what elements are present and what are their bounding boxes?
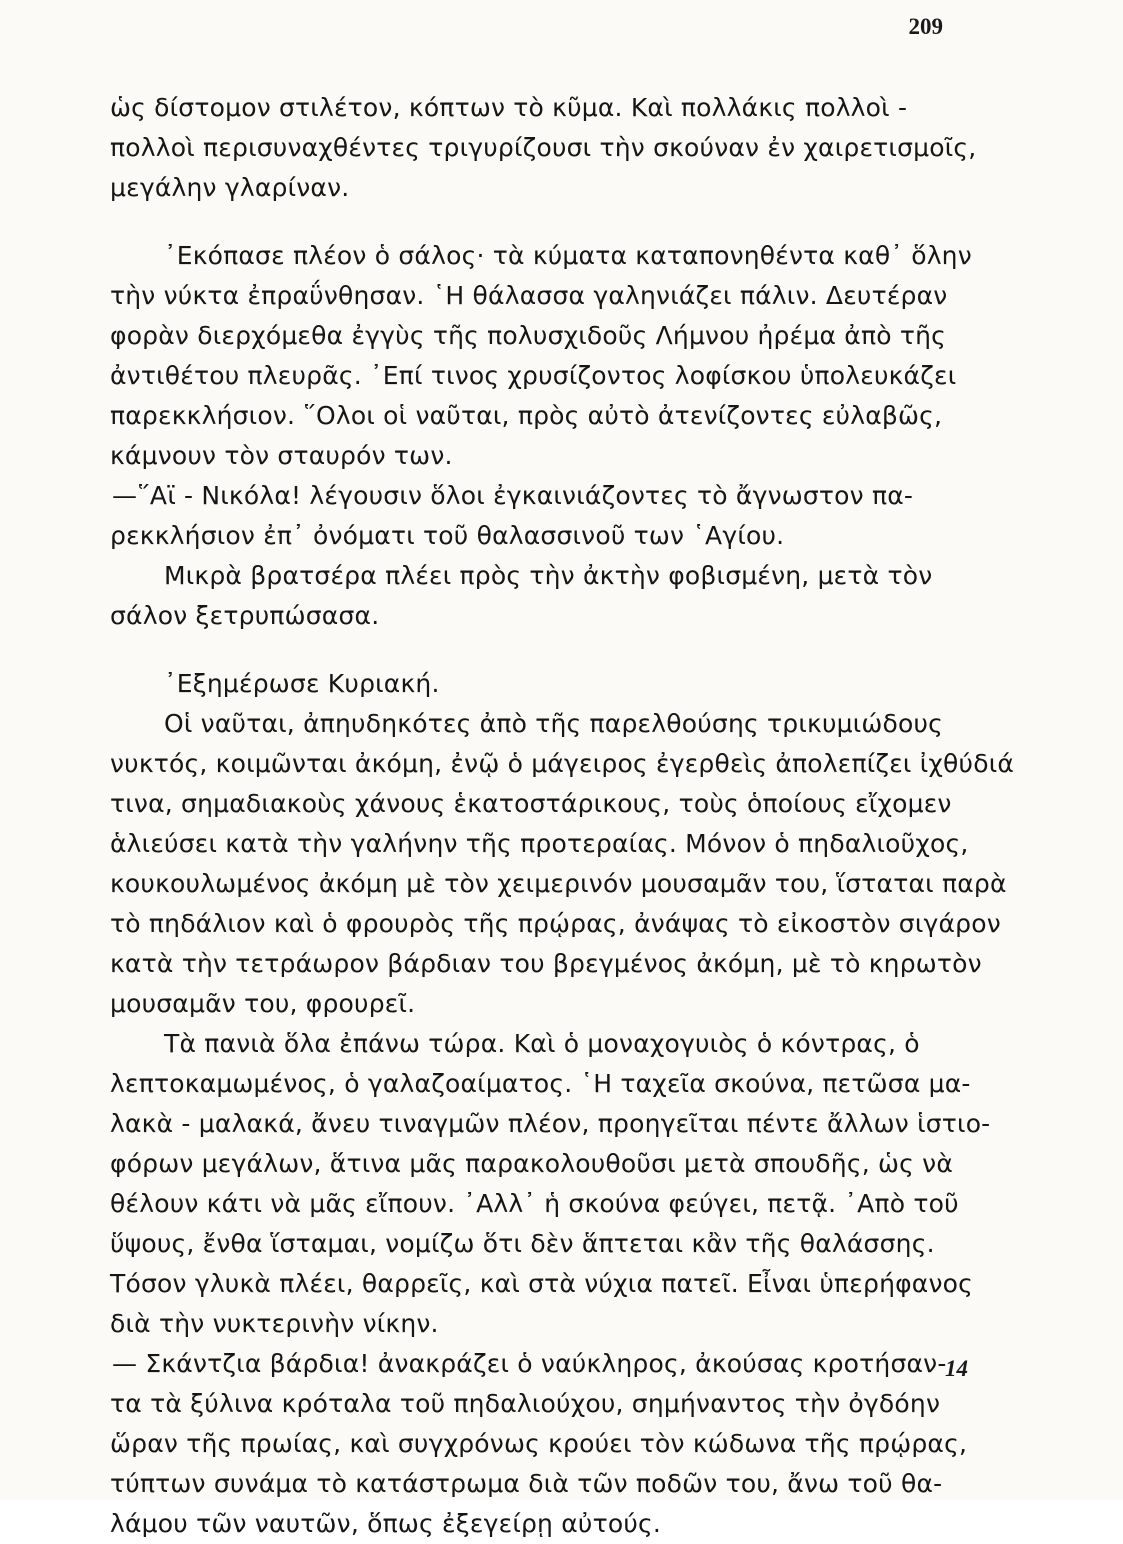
text-line: λεπτοκαμωμένος, ὁ γαλαζοαίματος. ῾Η ταχεῖα σκούνα, πετῶσα μα- <box>110 1069 971 1098</box>
signature-mark: 14 <box>945 1356 968 1381</box>
text-line: ὡς δίστομον στιλέτον, κόπτων τὸ κῦμα. Καὶ πολλάκις πολλοὶ - <box>110 93 908 122</box>
text-line: Οἱ ναῦται, ἀπηυδηκότες ἀπὸ τῆς παρελθούσης τρικυμιώδους <box>164 709 944 738</box>
text-line: ἀντιθέτου πλευρᾶς. ᾿Επί τινος χρυσίζοντος λοφίσκου ὑπολευκάζει <box>110 361 957 390</box>
text-line: κατὰ τὴν τετράωρον βάρδιαν του βρεγμένος ἀκόμη, μὲ τὸ κηρωτὸν <box>110 949 982 978</box>
page-number: 209 <box>908 14 943 39</box>
text-line: κουκουλωμένος ἀκόμη μὲ τὸν χειμερινόν μουσαμᾶν του, ἵσταται παρὰ <box>110 869 1007 898</box>
text-line: Τόσον γλυκὰ πλέει, θαρρεῖς, καὶ στὰ νύχια πατεῖ. Εἶναι ὑπερήφανος <box>110 1269 974 1298</box>
text-line: τὴν νύκτα ἐπραΰνθησαν. ῾Η θάλασσα γαληνιάζει πάλιν. Δευτέραν <box>110 281 948 310</box>
text-line: σάλον ξετρυπώσασα. <box>110 601 380 630</box>
paragraph-gap <box>110 208 970 236</box>
text-line: παρεκκλήσιον. ῞Ολοι οἱ ναῦται, πρὸς αὐτὸ ἀτενίζοντες εὐλαβῶς, <box>110 401 943 430</box>
text-line: λακὰ - μαλακά, ἄνευ τιναγμῶν πλέον, προηγεῖται πέντε ἄλλων ἱστιο- <box>110 1109 991 1138</box>
text-line: Τὰ πανιὰ ὅλα ἐπάνω τώρα. Καὶ ὁ μοναχογυιὸς ὁ κόντρας, ὁ <box>164 1029 920 1058</box>
text-line: ὥραν τῆς πρωίας, καὶ συγχρόνως κρούει τὸν κώδωνα τῆς πρῴρας, <box>110 1429 968 1458</box>
text-line: λάμου τῶν ναυτῶν, ὅπως ἐξεγείρῃ αὐτούς. <box>110 1509 662 1538</box>
text-line: διὰ τὴν νυκτερινὴν νίκην. <box>110 1309 439 1338</box>
text-line: πολλοὶ περισυναχθέντες τριγυρίζουσι τὴν σκούναν ἐν χαιρετισμοῖς, <box>110 133 977 162</box>
text-line: κάμνουν τὸν σταυρόν των. <box>110 441 453 470</box>
paragraph-gap <box>110 636 970 664</box>
text-line: θέλουν κάτι νὰ μᾶς εἴπουν. ᾿Αλλ᾿ ἡ σκούνα φεύγει, πετᾷ. ᾿Απὸ τοῦ <box>110 1189 959 1218</box>
text-line: μεγάλην γλαρίναν. <box>110 173 350 202</box>
text-line: τα τὰ ξύλινα κρόταλα τοῦ πηδαλιούχου, σημήναντος τὴν ὀγδόην <box>110 1389 941 1418</box>
text-line: —῞Αϊ - Νικόλα! λέγουσιν ὅλοι ἐγκαινιάζοντες τὸ ἄγνωστον πα- <box>112 481 914 510</box>
text-line: ἁλιεύσει κατὰ τὴν γαλήνην τῆς προτεραίας. Μόνον ὁ πηδαλιοῦχος, <box>110 829 969 858</box>
text-line: Μικρὰ βρατσέρα πλέει πρὸς τὴν ἀκτὴν φοβισμένη, μετὰ τὸν <box>164 561 933 590</box>
text-line: τὸ πηδάλιον καὶ ὁ φρουρὸς τῆς πρῴρας, ἀνάψας τὸ εἰκοστὸν σιγάρον <box>110 909 1001 938</box>
text-line: ᾿Εξημέρωσε Κυριακή. <box>164 669 440 698</box>
text-line: — Σκάντζια βάρδια! ἀνακράζει ὁ ναύκληρος, ἀκούσας κροτήσαν- <box>112 1349 947 1378</box>
text-line: φορὰν διερχόμεθα ἐγγὺς τῆς πολυσχιδοῦς Λήμνου ἠρέμα ἀπὸ τῆς <box>110 321 947 350</box>
text-line: ρεκκλήσιον ἐπ᾿ ὀνόματι τοῦ θαλασσινοῦ των ῾Αγίου. <box>110 521 785 550</box>
text-line: ὕψους, ἔνθα ἵσταμαι, νομίζω ὅτι δὲν ἅπτεται κἂν τῆς θαλάσσης. <box>110 1229 935 1258</box>
text-line: τύπτων συνάμα τὸ κατάστρωμα διὰ τῶν ποδῶν του, ἄνω τοῦ θα- <box>110 1469 943 1498</box>
body-text <box>110 88 1015 1544</box>
text-line: τινα, σημαδιακοὺς χάνους ἑκατοστάρικους, τοὺς ὁποίους εἴχομεν <box>110 789 952 818</box>
text-line: νυκτός, κοιμῶνται ἀκόμη, ἐνῷ ὁ μάγειρος ἐγερθεὶς ἀπολεπίζει ἰχθύδιά <box>110 749 1015 778</box>
text-line: μουσαμᾶν του, φρουρεῖ. <box>110 989 416 1018</box>
text-line: ᾿Εκόπασε πλέον ὁ σάλος· τὰ κύματα καταπονηθέντα καθ᾿ ὅλην <box>164 241 972 270</box>
text-line: φόρων μεγάλων, ἅτινα μᾶς παρακολουθοῦσι μετὰ σπουδῆς, ὡς νὰ <box>110 1149 954 1178</box>
